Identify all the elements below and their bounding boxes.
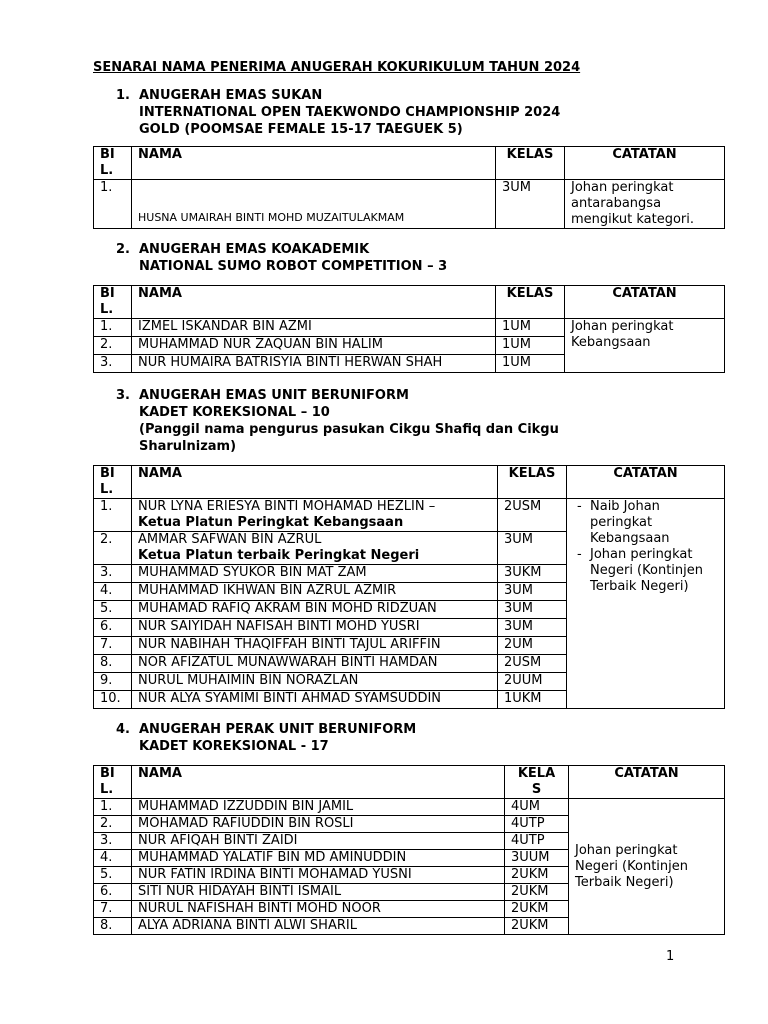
cell-bil: 8. <box>94 918 132 935</box>
cell-bil: 2. <box>94 816 132 833</box>
cell-kelas: 4UTP <box>505 833 569 850</box>
section-note: Sharulnizam) <box>139 439 237 454</box>
cell-nama: MUHAMMAD SYUKOR BIN MAT ZAM <box>132 565 498 583</box>
header-bil: BI L. <box>94 147 132 180</box>
header-bil: BI L. <box>94 766 132 799</box>
table-row <box>94 799 725 816</box>
cell-nama: NUR SAIYIDAH NAFISAH BINTI MOHD YUSRI <box>132 619 498 637</box>
table-header-row <box>94 286 725 319</box>
header-catatan: CATATAN <box>569 766 725 799</box>
cell-nama: NURUL MUHAIMIN BIN NORAZLAN <box>132 673 498 691</box>
header-nama: NAMA <box>132 147 496 180</box>
section-3-table <box>93 465 725 709</box>
cell-nama: SITI NUR HIDAYAH BINTI ISMAIL <box>132 884 505 901</box>
cell-bil: 2. <box>94 337 132 355</box>
section-1-table <box>93 146 725 229</box>
section-3-heading <box>116 387 559 455</box>
member-name: NUR LYNA ERIESYA BINTI MOHAMAD HEZLIN – <box>138 499 436 514</box>
page-number: 1 <box>666 949 675 964</box>
cell-kelas: 3UM <box>498 532 567 565</box>
cell-bil: 2. <box>94 532 132 565</box>
cell-bil: 10. <box>94 691 132 709</box>
cell-kelas: 3UM <box>498 619 567 637</box>
cell-nama: IZMEL ISKANDAR BIN AZMI <box>132 319 496 337</box>
section-number: 2. <box>116 242 130 257</box>
cell-bil: 7. <box>94 637 132 655</box>
cell-catatan <box>567 499 725 709</box>
table-row <box>94 180 725 229</box>
cell-kelas: 3UM <box>496 180 565 229</box>
cell-bil: 1. <box>94 799 132 816</box>
cell-catatan: Johan peringkat Kebangsaan <box>565 319 725 373</box>
cell-kelas: 1UM <box>496 355 565 373</box>
header-nama: NAMA <box>132 766 505 799</box>
section-subtitle: GOLD (POOMSAE FEMALE 15-17 TAEGUEK 5) <box>139 122 463 137</box>
cell-kelas: 1UM <box>496 319 565 337</box>
cell-nama <box>132 499 498 532</box>
cell-catatan: Johan peringkat Negeri (Kontinjen Terbaik Negeri) <box>569 799 725 935</box>
section-subtitle: INTERNATIONAL OPEN TAEKWONDO CHAMPIONSHIP 2024 <box>139 105 561 120</box>
section-note: (Panggil nama pengurus pasukan Cikgu Shafiq dan Cikgu <box>139 422 559 437</box>
section-subtitle: NATIONAL SUMO ROBOT COMPETITION – 3 <box>139 259 448 274</box>
cell-nama: ALYA ADRIANA BINTI ALWI SHARIL <box>132 918 505 935</box>
header-bil: BI L. <box>94 286 132 319</box>
cell-kelas: 4UTP <box>505 816 569 833</box>
section-title: ANUGERAH EMAS UNIT BERUNIFORM <box>139 388 409 403</box>
cell-bil: 9. <box>94 673 132 691</box>
section-title: ANUGERAH EMAS KOAKADEMIK <box>139 242 370 257</box>
member-role: Ketua Platun terbaik Peringkat Negeri <box>138 548 420 563</box>
section-4-heading <box>116 721 416 755</box>
cell-nama: NUR HUMAIRA BATRISYIA BINTI HERWAN SHAH <box>132 355 496 373</box>
section-2-table <box>93 285 725 373</box>
cell-kelas: 2UKM <box>505 901 569 918</box>
cell-nama <box>132 532 498 565</box>
catatan-item: - Johan peringkat Negeri (Kontinjen Terbaik Negeri) <box>573 547 718 595</box>
section-1-heading <box>116 87 560 138</box>
member-name: AMMAR SAFWAN BIN AZRUL <box>138 532 322 547</box>
cell-catatan: Johan peringkat antarabangsa mengikut kategori. <box>565 180 725 229</box>
cell-nama: NUR ALYA SYAMIMI BINTI AHMAD SYAMSUDDIN <box>132 691 498 709</box>
section-title: ANUGERAH EMAS SUKAN <box>139 88 323 103</box>
cell-bil: 4. <box>94 583 132 601</box>
header-nama: NAMA <box>132 286 496 319</box>
cell-kelas: 2UUM <box>498 673 567 691</box>
cell-bil: 5. <box>94 867 132 884</box>
cell-kelas: 2USM <box>498 499 567 532</box>
cell-nama: MUHAMMAD IZZUDDIN BIN JAMIL <box>132 799 505 816</box>
section-2-heading <box>116 241 447 275</box>
section-subtitle: KADET KOREKSIONAL - 17 <box>139 739 329 754</box>
section-subtitle: KADET KOREKSIONAL – 10 <box>139 405 330 420</box>
section-title: ANUGERAH PERAK UNIT BERUNIFORM <box>139 722 417 737</box>
cell-nama: MUHAMMAD NUR ZAQUAN BIN HALIM <box>132 337 496 355</box>
table-row <box>94 319 725 337</box>
cell-bil: 1. <box>94 319 132 337</box>
cell-nama: MUHAMAD RAFIQ AKRAM BIN MOHD RIDZUAN <box>132 601 498 619</box>
cell-nama: NUR FATIN IRDINA BINTI MOHAMAD YUSNI <box>132 867 505 884</box>
cell-kelas: 4UM <box>505 799 569 816</box>
header-bil: BI L. <box>94 466 132 499</box>
cell-nama: MOHAMAD RAFIUDDIN BIN ROSLI <box>132 816 505 833</box>
header-kelas: KELA S <box>505 766 569 799</box>
cell-kelas: 2UKM <box>505 918 569 935</box>
table-header-row <box>94 147 725 180</box>
cell-kelas: 2USM <box>498 655 567 673</box>
cell-bil: 6. <box>94 619 132 637</box>
section-number: 1. <box>116 88 130 103</box>
catatan-item: - Naib Johan peringkat Kebangsaan <box>573 499 718 547</box>
table-header-row <box>94 766 725 799</box>
cell-kelas: 1UM <box>496 337 565 355</box>
cell-kelas: 3UKM <box>498 565 567 583</box>
section-4-table <box>93 765 725 935</box>
document-title: SENARAI NAMA PENERIMA ANUGERAH KOKURIKULUM TAHUN 2024 <box>93 60 581 75</box>
cell-bil: 3. <box>94 833 132 850</box>
cell-nama: MUHAMMAD YALATIF BIN MD AMINUDDIN <box>132 850 505 867</box>
cell-nama: NURUL NAFISHAH BINTI MOHD NOOR <box>132 901 505 918</box>
header-catatan: CATATAN <box>567 466 725 499</box>
cell-bil: 8. <box>94 655 132 673</box>
cell-nama: NUR AFIQAH BINTI ZAIDI <box>132 833 505 850</box>
section-number: 4. <box>116 722 130 737</box>
header-nama: NAMA <box>132 466 498 499</box>
cell-kelas: 3UUM <box>505 850 569 867</box>
cell-bil: 3. <box>94 565 132 583</box>
cell-nama: HUSNA UMAIRAH BINTI MOHD MUZAITULAKMAM <box>132 180 496 229</box>
cell-bil: 5. <box>94 601 132 619</box>
cell-bil: 7. <box>94 901 132 918</box>
cell-nama: MUHAMMAD IKHWAN BIN AZRUL AZMIR <box>132 583 498 601</box>
table-row <box>94 499 725 532</box>
header-kelas: KELAS <box>496 286 565 319</box>
cell-kelas: 2UKM <box>505 884 569 901</box>
cell-kelas: 2UKM <box>505 867 569 884</box>
cell-kelas: 1UKM <box>498 691 567 709</box>
cell-kelas: 3UM <box>498 583 567 601</box>
section-number: 3. <box>116 388 130 403</box>
cell-bil: 4. <box>94 850 132 867</box>
header-kelas: KELAS <box>496 147 565 180</box>
cell-kelas: 2UM <box>498 637 567 655</box>
header-catatan: CATATAN <box>565 286 725 319</box>
cell-nama: NUR NABIHAH THAQIFFAH BINTI TAJUL ARIFFIN <box>132 637 498 655</box>
cell-bil: 6. <box>94 884 132 901</box>
cell-bil: 3. <box>94 355 132 373</box>
member-role: Ketua Platun Peringkat Kebangsaan <box>138 515 404 530</box>
cell-bil: 1. <box>94 499 132 532</box>
cell-nama: NOR AFIZATUL MUNAWWARAH BINTI HAMDAN <box>132 655 498 673</box>
header-catatan: CATATAN <box>565 147 725 180</box>
header-kelas: KELAS <box>498 466 567 499</box>
cell-kelas: 3UM <box>498 601 567 619</box>
table-header-row <box>94 466 725 499</box>
cell-bil: 1. <box>94 180 132 229</box>
